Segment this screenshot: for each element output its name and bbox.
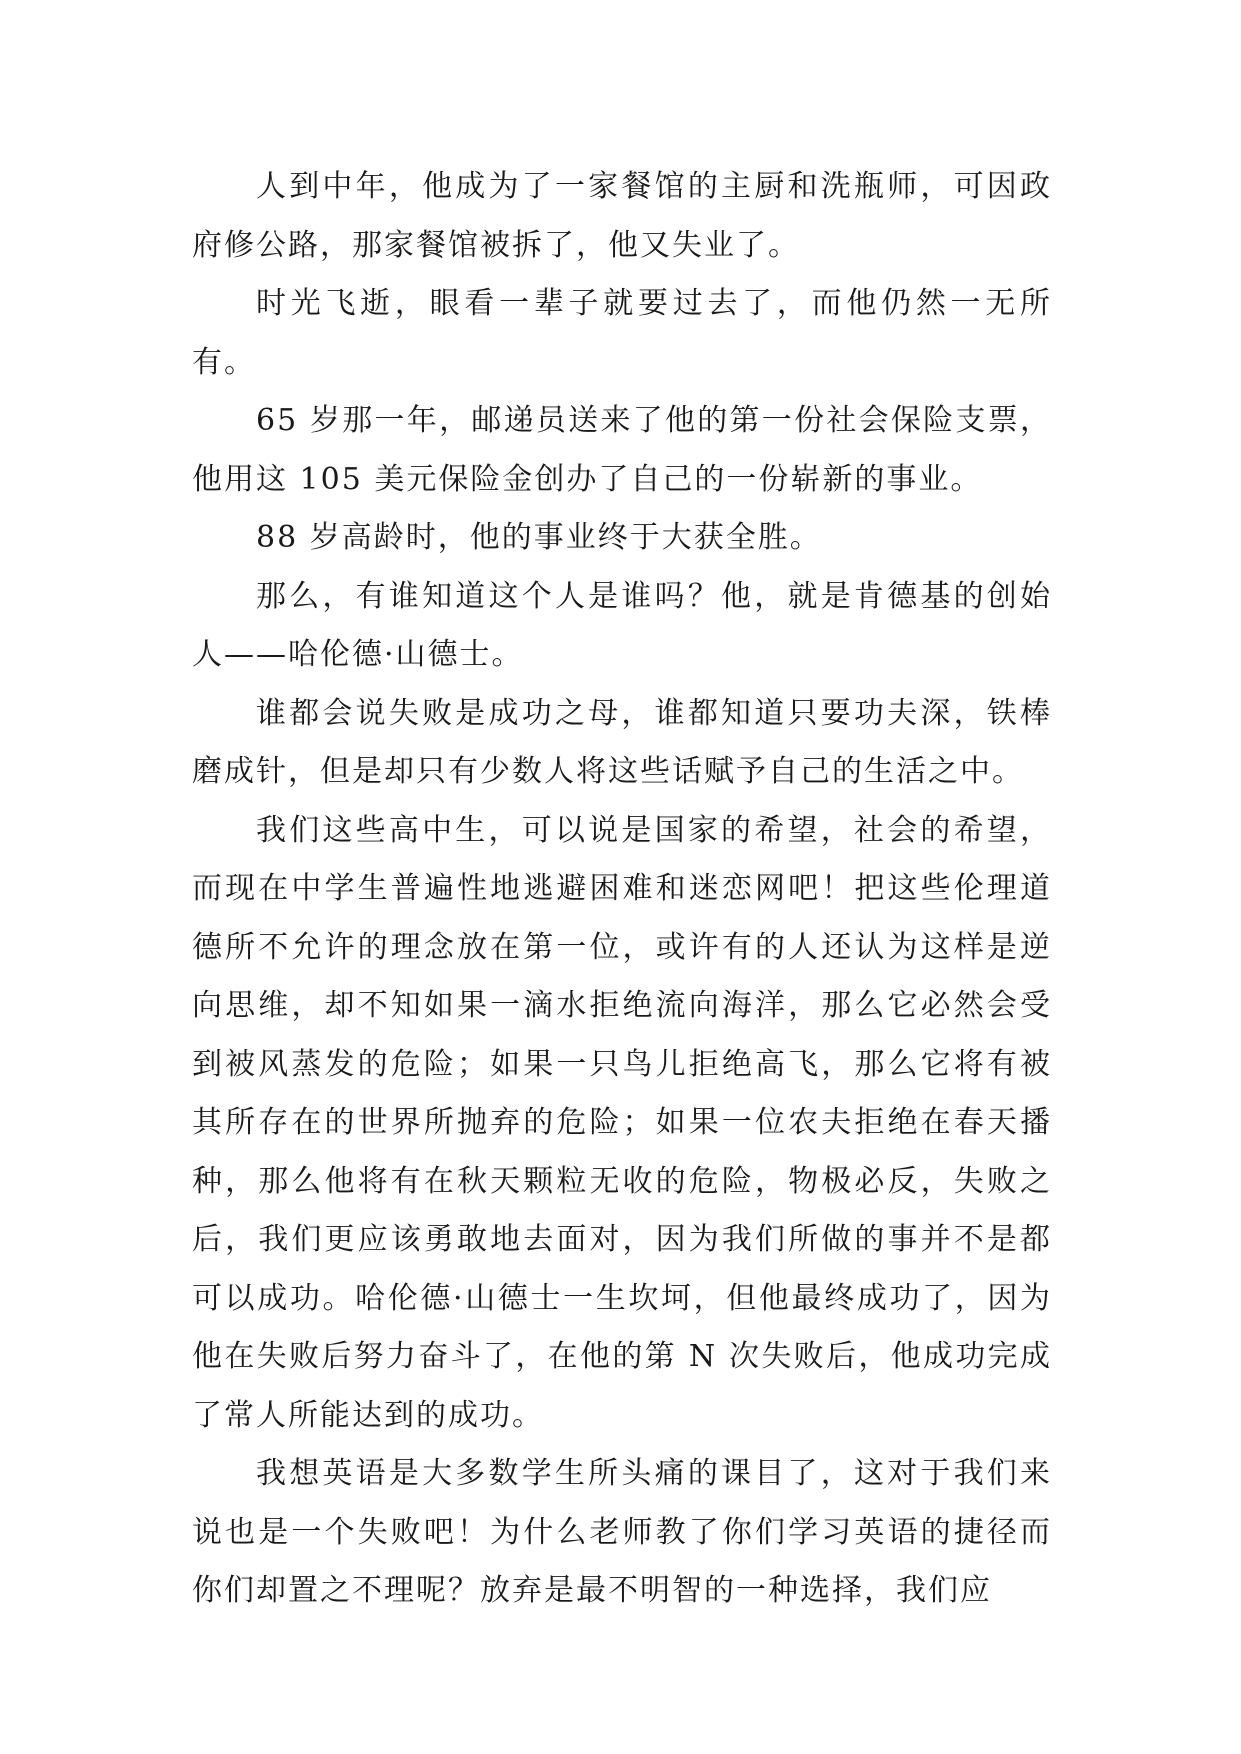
paragraph-7: 我们这些高中生，可以说是国家的希望，社会的希望，而现在中学生普遍性地逃避困难和迷恋网吧！把这些伦理道德所不允许的理念放在第一位，或许有的人还认为这样是逆向思维，却不知如果一滴水拒绝流向海洋，那么它必然会受到被风蒸发的危险；如果一只鸟儿拒绝高飞，那么它将有被其所存在的世界所抛弃的危险；如果一位农夫拒绝在春天播种，那么他将有在秋天颗粒无收的危险，物极必反，失败之后，我们更应该勇敢地去面对，因为我们所做的事并不是都可以成功。哈伦德·山德士一生坎坷，但他最终成功了，因为他在失败后努力奋斗了，在他的第 N 次失败后，他成功完成了常人所能达到的成功。 [192,812,1052,1433]
paragraph-2: 时光飞逝，眼看一辈子就要过去了，而他仍然一无所有。 [192,286,1052,380]
paragraph-1: 人到中年，他成为了一家餐馆的主厨和洗瓶师，可因政府修公路，那家餐馆被拆了，他又失业了。 [192,169,1052,263]
paragraph-5: 那么，有谁知道这个人是谁吗？他，就是肯德基的创始人——哈伦德·山德士。 [192,578,1052,672]
paragraph-8: 我想英语是大多数学生所头痛的课目了，这对于我们来说也是一个失败吧！为什么老师教了你们学习英语的捷径而你们却置之不理呢？放弃是最不明智的一种选择，我们应 [192,1456,1052,1608]
document-body [192,158,1052,1621]
paragraph-4: 88 岁高龄时，他的事业终于大获全胜。 [256,520,822,555]
paragraph-6: 谁都会说失败是成功之母，谁都知道只要功夫深，铁棒磨成针，但是却只有少数人将这些话赋予自己的生活之中。 [192,695,1052,789]
paragraph-3: 65 岁那一年，邮递员送来了他的第一份社会保险支票，他用这 105 美元保险金创办了自己的一份崭新的事业。 [192,403,1052,497]
